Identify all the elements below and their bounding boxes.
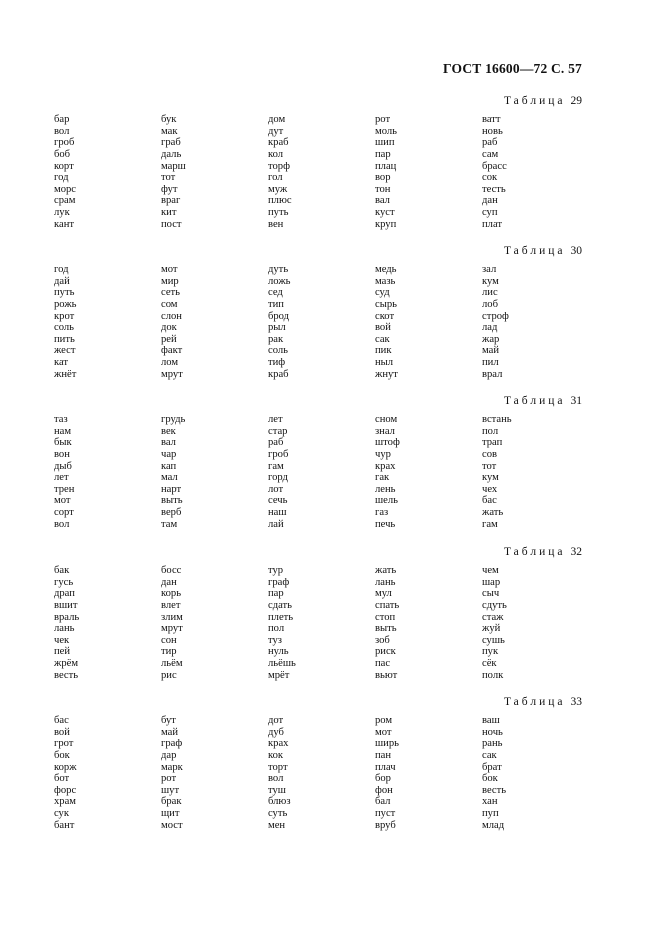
word-cell: май [161, 726, 179, 738]
word-cell: рань [482, 738, 503, 750]
word-cell: корж [54, 761, 77, 773]
word-cell: вол [268, 773, 284, 785]
word-cell: тон [375, 183, 391, 195]
word-cell: сечь [268, 495, 288, 507]
word-cell: вруб [375, 819, 396, 831]
word-cell: пить [54, 333, 75, 345]
word-cell: весть [54, 669, 79, 681]
word-cell: таз [54, 414, 68, 425]
word-cell: сдуть [482, 599, 507, 611]
word-cell: мак [161, 125, 178, 137]
word-cell: пук [482, 646, 499, 658]
word-cell: там [161, 518, 178, 530]
word-cell: сок [482, 172, 498, 184]
table-caption [504, 546, 582, 558]
word-cell: тот [161, 172, 176, 184]
word-cell: рот [161, 773, 177, 785]
word-cell: вой [54, 726, 70, 738]
word-cell: путь [268, 207, 289, 219]
table-caption-word: Таблица [503, 696, 566, 708]
word-cell: весть [482, 784, 507, 796]
word-cell: туз [268, 634, 282, 646]
word-cell: сед [268, 287, 283, 299]
word-cell: сном [375, 414, 398, 425]
word-cell: мост [161, 819, 183, 831]
word-cell: год [54, 264, 69, 275]
word-cell: мрёт [268, 669, 290, 681]
word-cell: зоб [375, 634, 390, 646]
word-cell: влет [161, 599, 181, 611]
word-cell: бал [375, 796, 391, 808]
word-cell: мрут [161, 623, 183, 635]
word-cell: брак [161, 796, 182, 808]
word-cell: рей [161, 333, 177, 345]
word-cell: дут [268, 125, 284, 137]
word-cell: тир [161, 646, 177, 658]
word-cell: бак [54, 565, 70, 576]
word-cell: лук [54, 207, 70, 219]
word-cell: чар [161, 448, 177, 460]
word-cell: дом [268, 114, 286, 125]
word-cell: штоф [375, 437, 400, 449]
word-cell: сёк [482, 658, 497, 670]
word-cell: ночь [482, 726, 503, 738]
word-cell: жест [54, 345, 76, 357]
word-cell: граф [268, 576, 290, 588]
page-header: ГОСТ 16600—72 С. 57 [443, 61, 582, 76]
word-cell: мир [161, 275, 179, 287]
word-cell: новь [482, 125, 503, 137]
word-cell: соль [268, 345, 288, 357]
word-cell: корь [161, 588, 182, 600]
table-number: 29 [570, 95, 582, 107]
word-cell: дай [54, 275, 70, 287]
table-caption-word: Таблица [503, 395, 566, 407]
word-cell: врал [482, 368, 503, 380]
word-cell: дуть [268, 264, 289, 275]
word-grid [54, 264, 589, 380]
word-cell: горд [268, 472, 288, 484]
word-cell: блюз [268, 796, 291, 808]
word-cell: вал [161, 437, 176, 449]
word-cell: строф [482, 310, 509, 322]
word-cell: гак [375, 472, 390, 484]
word-cell: пар [375, 148, 391, 160]
word-cell: нарт [161, 483, 182, 495]
word-cell: май [482, 345, 500, 357]
word-cell: рис [161, 669, 177, 681]
word-cell: крах [375, 460, 396, 472]
word-cell: драп [54, 588, 75, 600]
word-cell: факт [161, 345, 183, 357]
word-cell: печь [375, 518, 396, 530]
word-cell: даль [161, 148, 182, 160]
word-cell: бут [161, 715, 176, 726]
word-cell: сом [161, 298, 178, 310]
word-cell: сов [482, 448, 498, 460]
word-cell: морс [54, 183, 76, 195]
word-cell: босс [161, 565, 182, 576]
word-cell: брат [482, 761, 502, 773]
word-cell: дан [482, 195, 498, 207]
word-cell: кит [161, 207, 177, 219]
word-cell: гроб [54, 137, 75, 149]
word-cell: док [161, 322, 177, 334]
word-cell: круп [375, 218, 397, 230]
word-cell: лань [375, 576, 396, 588]
word-cell: мот [375, 726, 392, 738]
word-cell: ватт [482, 114, 501, 125]
word-cell: выть [375, 623, 397, 635]
word-cell: пик [375, 345, 392, 357]
word-cell: раб [268, 437, 284, 449]
word-cell: рожь [54, 298, 77, 310]
word-cell: ром [375, 715, 393, 726]
word-cell: жуй [482, 623, 501, 635]
word-cell: срам [54, 195, 76, 207]
word-cell: сыч [482, 588, 500, 600]
word-cell: грот [54, 738, 74, 750]
table-caption-word: Таблица [503, 95, 566, 107]
word-cell: щит [161, 808, 180, 820]
word-cell: ныл [375, 357, 394, 369]
word-cell: кат [54, 357, 69, 369]
word-cell: форс [54, 784, 77, 796]
word-cell: шель [375, 495, 398, 507]
word-cell: чур [375, 448, 391, 460]
word-cell: грудь [161, 414, 186, 425]
word-cell: гам [482, 518, 498, 530]
word-cell: трен [54, 483, 75, 495]
word-cell: лет [268, 414, 283, 425]
word-cell: шут [161, 784, 180, 796]
word-cell: год [54, 172, 69, 184]
word-cell: пей [54, 646, 71, 658]
word-cell: мул [375, 588, 392, 600]
word-cell: граф [161, 738, 183, 750]
word-cell: пост [161, 218, 182, 230]
word-cell: враль [54, 611, 80, 623]
word-cell: кок [268, 749, 284, 761]
word-cell: бор [375, 773, 391, 785]
word-cell: граб [161, 137, 181, 149]
word-cell: мен [268, 819, 286, 831]
word-cell: зал [482, 264, 497, 275]
word-cell: встань [482, 414, 512, 425]
word-cell: полк [482, 669, 504, 681]
word-grid [54, 715, 589, 831]
word-cell: марк [161, 761, 183, 773]
word-cell: краб [268, 368, 289, 380]
word-cell: мазь [375, 275, 396, 287]
word-cell: жрём [54, 658, 79, 670]
word-cell: сушь [482, 634, 505, 646]
word-cell: сак [375, 333, 390, 345]
word-cell: сырь [375, 298, 397, 310]
word-cell: век [161, 425, 176, 437]
word-cell: слон [161, 310, 182, 322]
word-cell: дот [268, 715, 284, 726]
word-cell: жнут [375, 368, 398, 380]
word-cell: гам [268, 460, 284, 472]
word-cell: суп [482, 207, 498, 219]
word-cell: чек [54, 634, 70, 646]
word-cell: тесть [482, 183, 506, 195]
word-cell: храм [54, 796, 76, 808]
word-cell: вьют [375, 669, 398, 681]
word-cell: лет [54, 472, 69, 484]
word-cell: лис [482, 287, 498, 299]
word-cell: пан [375, 749, 392, 761]
table-caption-word: Таблица [503, 245, 566, 257]
word-cell: лот [268, 483, 284, 495]
word-cell: лоб [482, 298, 498, 310]
word-cell: плат [482, 218, 503, 230]
word-cell: жать [375, 565, 397, 576]
word-cell: стаж [482, 611, 504, 623]
word-cell: мал [161, 472, 178, 484]
word-cell: плеть [268, 611, 294, 623]
word-cell: пуст [375, 808, 396, 820]
word-cell: пас [375, 658, 391, 670]
word-cell: вол [54, 125, 70, 137]
word-cell: кол [268, 148, 284, 160]
word-cell: бык [54, 437, 72, 449]
word-cell: пол [268, 623, 285, 635]
word-cell: чем [482, 565, 499, 576]
word-cell: плац [375, 160, 397, 172]
word-grid [54, 414, 589, 530]
word-cell: вой [375, 322, 391, 334]
word-cell: льём [161, 658, 183, 670]
word-cell: хан [482, 796, 498, 808]
word-cell: сук [54, 808, 70, 820]
word-cell: жар [482, 333, 500, 345]
word-cell: соль [54, 322, 74, 334]
table-caption [504, 696, 582, 708]
word-cell: пол [482, 425, 499, 437]
word-cell: гроб [268, 448, 289, 460]
word-cell: брод [268, 310, 290, 322]
word-cell: стоп [375, 611, 396, 623]
word-cell: лад [482, 322, 498, 334]
word-cell: бас [482, 495, 497, 507]
word-cell: сеть [161, 287, 180, 299]
word-cell: тип [268, 298, 284, 310]
word-cell: гол [268, 172, 283, 184]
word-cell: суть [268, 808, 288, 820]
word-cell: суд [375, 287, 390, 299]
word-cell: дуб [268, 726, 284, 738]
word-cell: сон [161, 634, 177, 646]
table-caption-word: Таблица [503, 546, 566, 558]
word-cell: наш [268, 507, 287, 519]
table-number: 31 [570, 395, 582, 407]
word-cell: чех [482, 483, 498, 495]
word-cell: скот [375, 310, 395, 322]
word-cell: бук [161, 114, 177, 125]
word-cell: трап [482, 437, 503, 449]
word-cell: крах [268, 738, 289, 750]
word-cell: лань [54, 623, 75, 635]
word-cell: вшит [54, 599, 78, 611]
word-cell: торф [268, 160, 290, 172]
word-cell: туш [268, 784, 286, 796]
table-caption [504, 395, 582, 407]
word-cell: бок [54, 749, 70, 761]
table-number: 30 [570, 245, 582, 257]
word-cell: рот [375, 114, 391, 125]
word-cell: дан [161, 576, 177, 588]
word-cell: вен [268, 218, 284, 230]
word-cell: муж [268, 183, 288, 195]
word-cell: пил [482, 357, 499, 369]
word-cell: кант [54, 218, 74, 230]
word-cell: шип [375, 137, 395, 149]
word-cell: враг [161, 195, 181, 207]
word-cell: крот [54, 310, 75, 322]
word-cell: шар [482, 576, 501, 588]
word-cell: бант [54, 819, 75, 831]
word-cell: злим [161, 611, 183, 623]
word-cell: медь [375, 264, 397, 275]
word-cell: раб [482, 137, 498, 149]
word-cell: нам [54, 425, 72, 437]
word-cell: мот [54, 495, 71, 507]
word-cell: торт [268, 761, 288, 773]
word-cell: кап [161, 460, 177, 472]
word-cell: кум [482, 275, 499, 287]
word-cell: мрут [161, 368, 183, 380]
word-cell: плач [375, 761, 396, 773]
word-cell: фут [161, 183, 178, 195]
table-number: 32 [570, 546, 582, 558]
word-cell: сорт [54, 507, 74, 519]
word-cell: ваш [482, 715, 500, 726]
word-cell: выть [161, 495, 183, 507]
word-cell: вор [375, 172, 391, 184]
table-caption [504, 95, 582, 107]
word-cell: марш [161, 160, 186, 172]
word-cell: лом [161, 357, 179, 369]
word-cell: вон [54, 448, 70, 460]
word-cell: млад [482, 819, 505, 831]
word-cell: рак [268, 333, 284, 345]
word-cell: бот [54, 773, 70, 785]
word-cell: плюс [268, 195, 292, 207]
word-cell: краб [268, 137, 289, 149]
word-cell: нуль [268, 646, 289, 658]
word-cell: ширь [375, 738, 399, 750]
word-cell: жнёт [54, 368, 77, 380]
table-number: 33 [570, 696, 582, 708]
word-cell: тиф [268, 357, 286, 369]
word-cell: пуп [482, 808, 499, 820]
word-grid [54, 114, 589, 230]
word-cell: моль [375, 125, 397, 137]
word-cell: лай [268, 518, 284, 530]
word-cell: льёшь [268, 658, 296, 670]
word-cell: спать [375, 599, 400, 611]
table-caption [504, 245, 582, 257]
word-cell: сам [482, 148, 499, 160]
word-cell: путь [54, 287, 75, 299]
word-cell: брасс [482, 160, 507, 172]
word-cell: бас [54, 715, 69, 726]
word-cell: бок [482, 773, 498, 785]
word-cell: фон [375, 784, 393, 796]
word-grid [54, 565, 589, 681]
word-cell: рыл [268, 322, 286, 334]
word-cell: вал [375, 195, 390, 207]
word-cell: кум [482, 472, 499, 484]
word-cell: газ [375, 507, 389, 519]
word-cell: верб [161, 507, 182, 519]
word-cell: сак [482, 749, 497, 761]
word-cell: мот [161, 264, 178, 275]
word-cell: бар [54, 114, 70, 125]
word-cell: стар [268, 425, 288, 437]
word-cell: жать [482, 507, 504, 519]
word-cell: боб [54, 148, 71, 160]
word-cell: дыб [54, 460, 72, 472]
word-cell: куст [375, 207, 395, 219]
word-cell: дар [161, 749, 177, 761]
word-cell: корт [54, 160, 74, 172]
word-cell: лень [375, 483, 396, 495]
word-cell: вол [54, 518, 70, 530]
word-cell: знал [375, 425, 395, 437]
word-cell: пар [268, 588, 284, 600]
word-cell: сдать [268, 599, 292, 611]
word-cell: гусь [54, 576, 74, 588]
word-cell: тот [482, 460, 497, 472]
word-cell: тур [268, 565, 284, 576]
word-cell: ложь [268, 275, 291, 287]
word-cell: риск [375, 646, 396, 658]
